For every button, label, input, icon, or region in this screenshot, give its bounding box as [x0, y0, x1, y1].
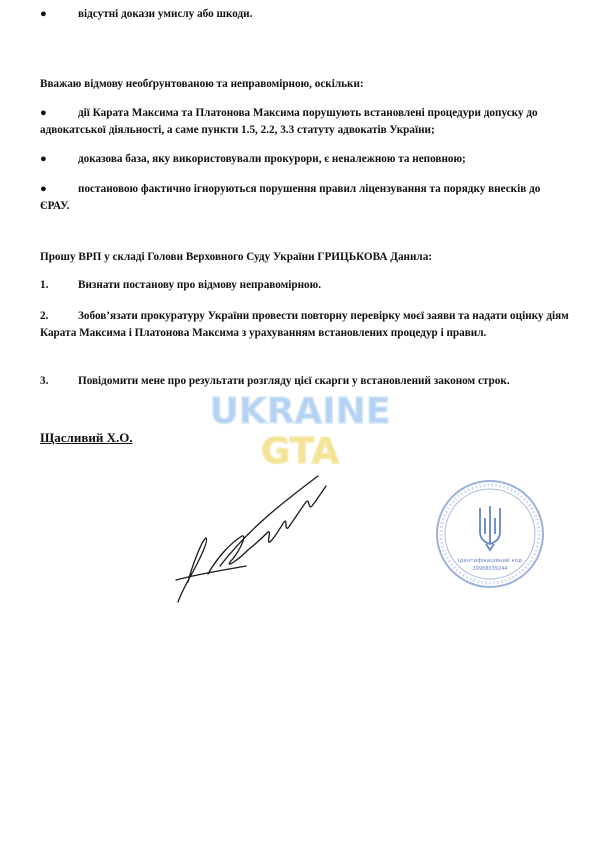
request-number: 1.	[40, 279, 49, 291]
seal-code: 39988039244	[472, 566, 508, 572]
reason-item-1	[40, 105, 570, 139]
watermark-line1: UKRAINE	[209, 391, 391, 432]
request-item-1	[40, 277, 570, 294]
official-seal	[434, 478, 546, 590]
bullet-text: відсутні докази умислу або шкоди.	[78, 8, 253, 20]
reason-item-3	[40, 181, 570, 215]
reason-item-2	[40, 151, 570, 168]
request-number: 3.	[40, 375, 49, 387]
request-intro: Прошу ВРП у складі Голови Верховного Суду України ГРИЦЬКОВА Данила:	[40, 251, 433, 263]
bullet-marker: ●	[40, 107, 47, 119]
seal-caption: Ідентифікаційний код	[458, 558, 522, 564]
signer-name: Щасливий Х.О.	[40, 430, 133, 445]
bullet-marker: ●	[40, 153, 47, 165]
bullet-marker: ●	[40, 183, 47, 195]
request-text: Повідомити мене про результати розгляду цієї скарги у встановлений законом строк.	[78, 375, 510, 387]
reason-text: доказова база, яку використовували прокурори, є неналежною та неповною;	[78, 153, 466, 165]
request-text: Визнати постанову про відмову неправомірною.	[78, 279, 321, 291]
bullet-item-top	[40, 6, 570, 23]
bullet-marker: ●	[40, 8, 47, 20]
reason-text: постановою фактично ігноруються порушення правил ліцензування та порядку внесків до ЄРАУ.	[40, 183, 541, 212]
reason-text: дії Карата Максима та Платонова Максима порушують встановлені процедури допуску до адвокатської діяльності, а саме пункти 1.5, 2.2, 3.3 статуту адвокатів України;	[40, 107, 538, 136]
trident-icon	[480, 506, 500, 550]
reason-intro: Вважаю відмову необґрунтованою та неправомірною, оскільки:	[40, 78, 364, 90]
handwritten-signature	[168, 470, 338, 610]
request-text: Зобов’язати прокуратуру України провести повторну перевірку моєї заяви та надати оцінку діям Карата Максима і Платонова Максима з урахуванням встановлених процедур і правил.	[40, 310, 569, 339]
request-number: 2.	[40, 310, 49, 322]
watermark-logo	[205, 383, 395, 473]
request-item-2	[40, 308, 570, 342]
watermark-line2: GTA	[260, 431, 340, 472]
